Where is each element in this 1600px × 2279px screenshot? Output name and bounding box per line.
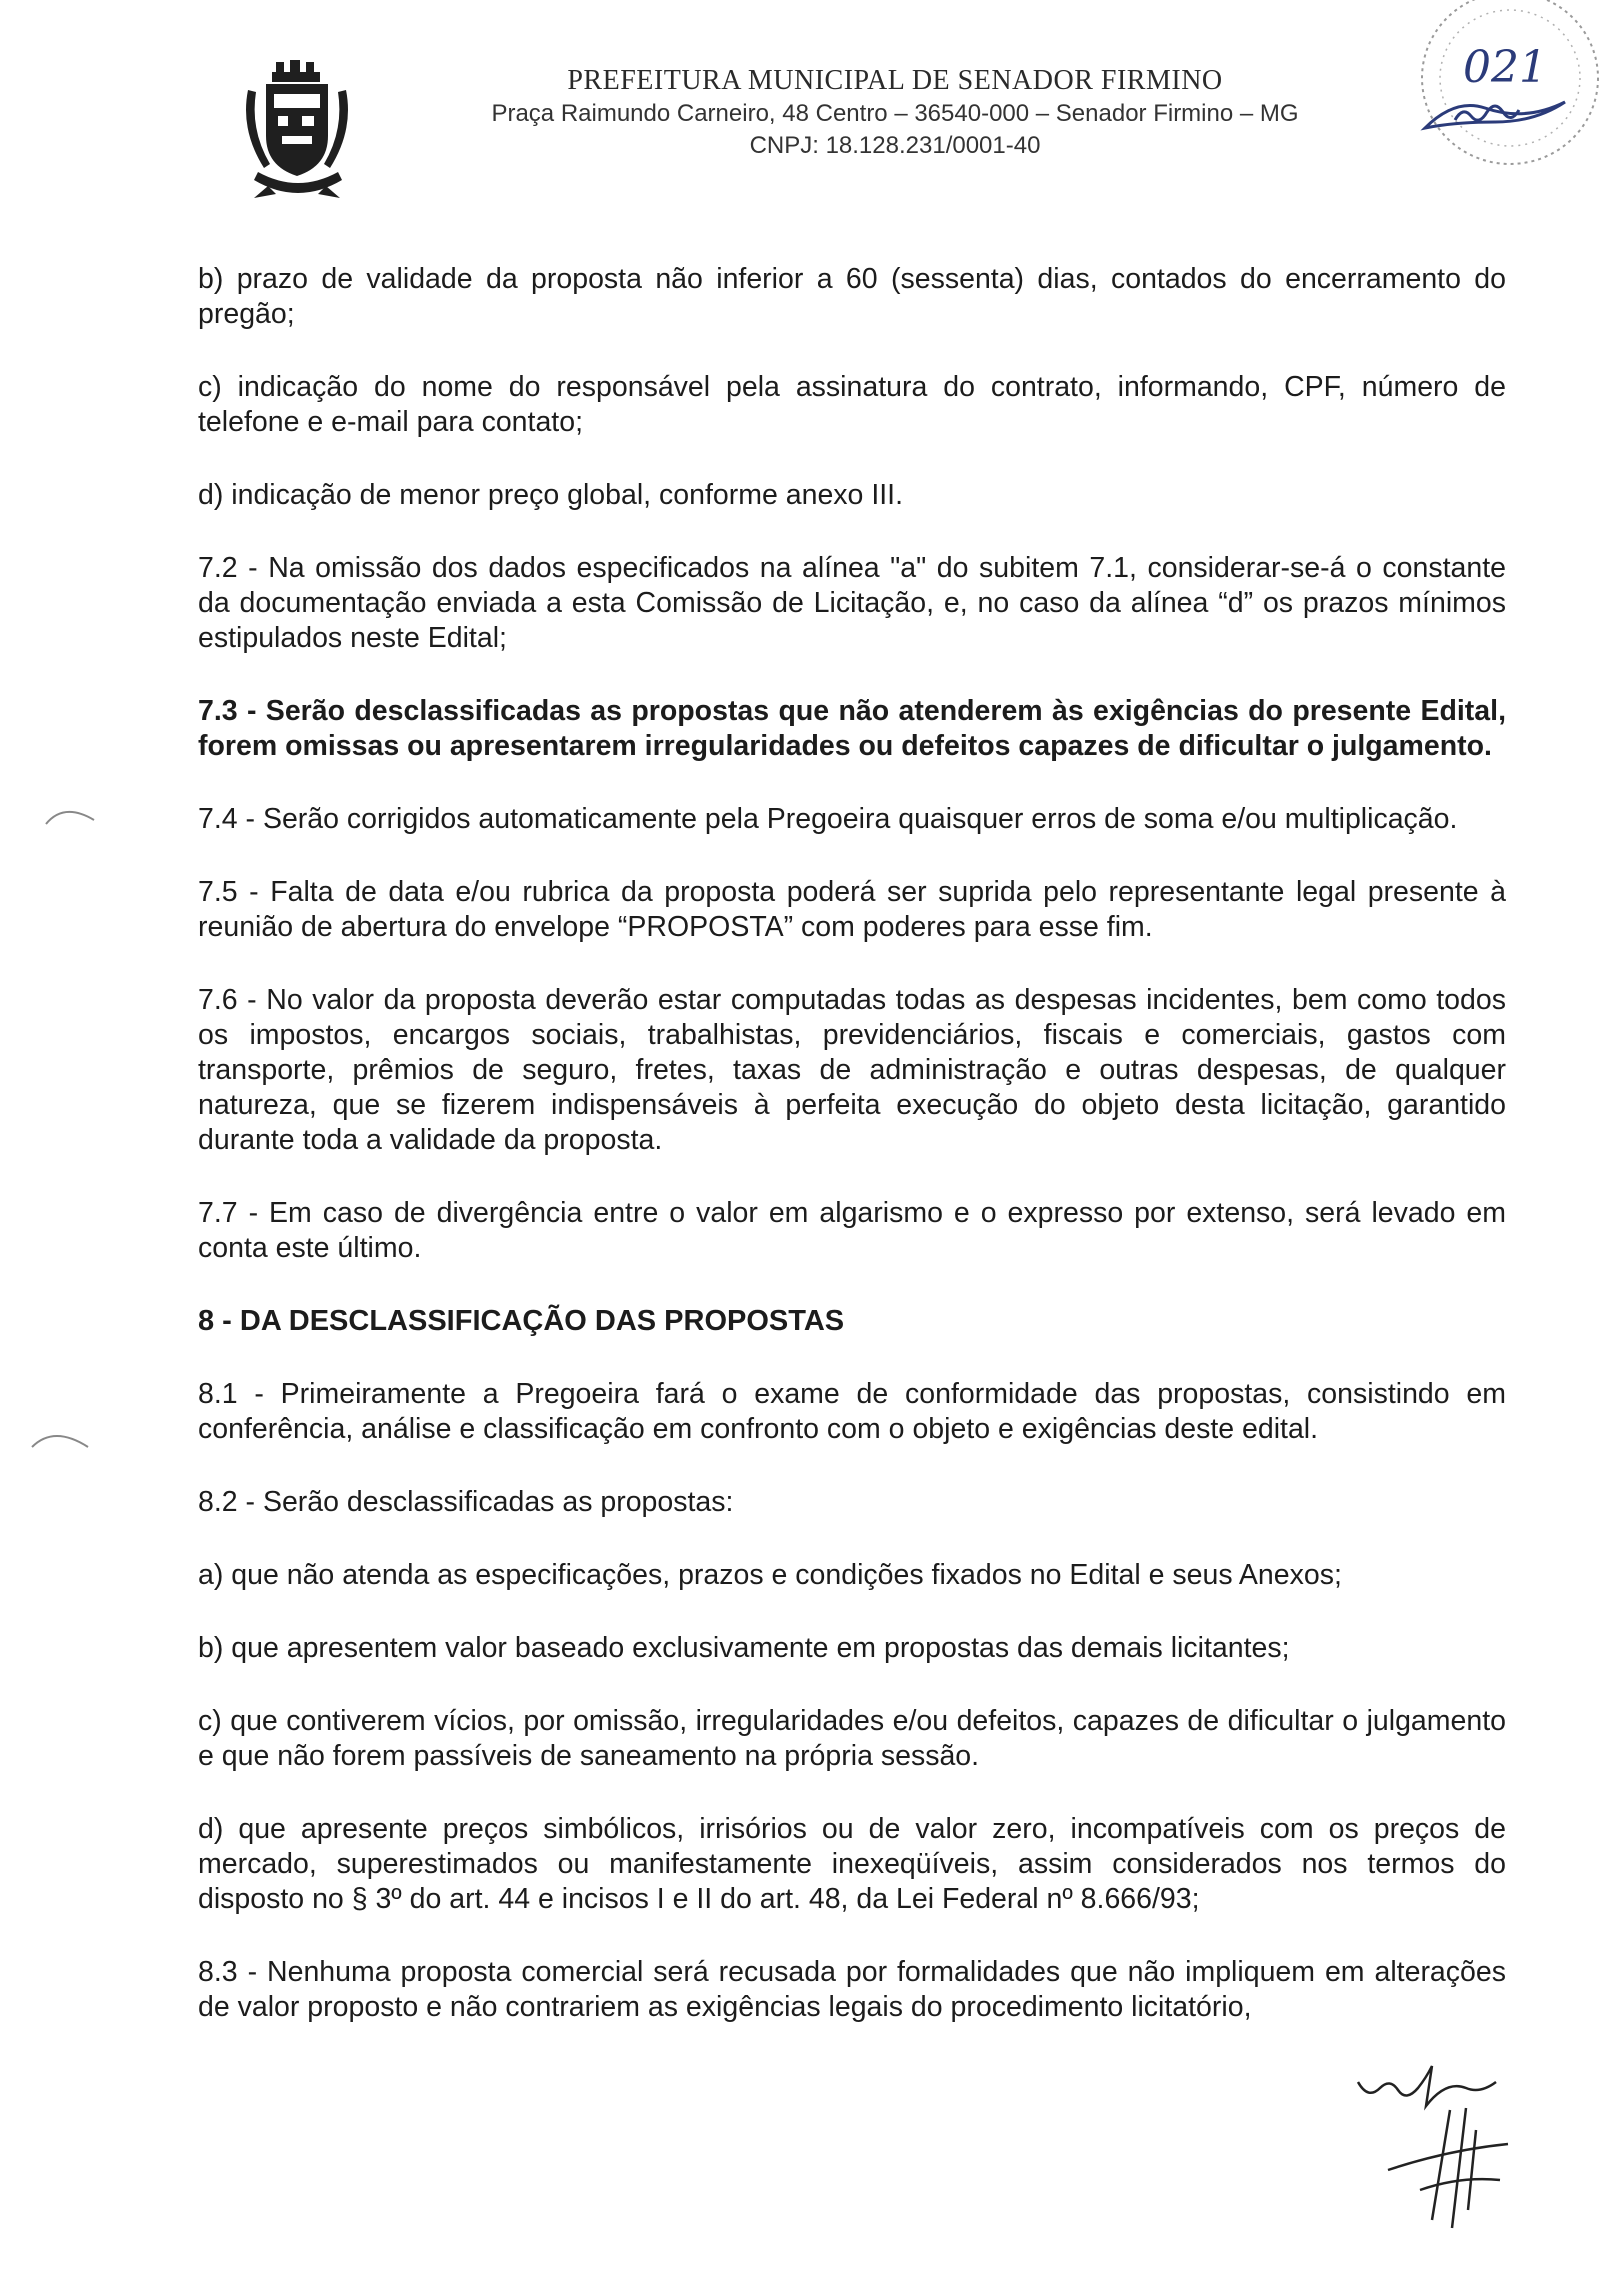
stamp-number: 021 xyxy=(1463,42,1547,93)
clause-8-2-d: d) que apresente preços simbólicos, irrisórios ou de valor zero, incompatíveis com os preços de mercado, superestimados ou manifestamente inexeqüíveis, assim considerados nos termos do disposto no § 3º do art. 44 e incisos I e II do art. 48, da Lei Federal nº 8.666/93; xyxy=(198,1813,1506,1915)
page-number-stamp xyxy=(1395,0,1600,180)
clause-7-4: 7.4 - Serão corrigidos automaticamente pela Pregoeira quaisquer erros de soma e/ou multiplicação. xyxy=(198,803,1458,835)
clause-8-2: 8.2 - Serão desclassificadas as propostas: xyxy=(198,1486,734,1518)
margin-mark-icon xyxy=(42,800,102,830)
letterhead-text xyxy=(395,64,1395,162)
clause-8-2-b: b) que apresentem valor baseado exclusivamente em propostas das demais licitantes; xyxy=(198,1632,1290,1664)
clause-7-6: 7.6 - No valor da proposta deverão estar computadas todas as despesas incidentes, bem como todos os impostos, encargos sociais, trabalhistas, previdenciários, fiscais e comerciais, gastos com transporte, prêmios de seguro, fretes, taxas de administração e outras despesas, de qualquer natureza, que se fizerem indispensáveis à perfeita execução do objeto desta licitação, garantido durante toda a validade da proposta. xyxy=(198,984,1506,1156)
municipality-cnpj: CNPJ: 18.128.231/0001-40 xyxy=(749,132,1041,159)
clause-7-2: 7.2 - Na omissão dos dados especificados na alínea "a" do subitem 7.1, considerar-se-á o constante da documentação enviada a esta Comissão de Licitação, e, no caso da alínea “d” os prazos mínimos estipulados neste Edital; xyxy=(198,552,1506,654)
margin-mark-icon xyxy=(28,1425,98,1455)
clause-7-5: 7.5 - Falta de data e/ou rubrica da proposta poderá ser suprida pelo representante legal presente à reunião de abertura do envelope “PROPOSTA” com poderes para esse fim. xyxy=(198,876,1506,943)
clause-7-7: 7.7 - Em caso de divergência entre o valor em algarismo e o expresso por extenso, será levado em conta este último. xyxy=(198,1197,1506,1264)
document-body xyxy=(198,262,1506,2025)
letterhead xyxy=(0,0,1600,200)
handwritten-initials-icon xyxy=(1350,2060,1580,2279)
municipality-title: PREFEITURA MUNICIPAL DE SENADOR FIRMINO xyxy=(567,65,1223,96)
clause-8-1: 8.1 - Primeiramente a Pregoeira fará o exame de conformidade das propostas, consistindo em conferência, análise e classificação em confronto com o objeto e exigências deste edital. xyxy=(198,1378,1506,1445)
clause-8-2-a: a) que não atenda as especificações, prazos e condições fixados no Edital e seus Anexos; xyxy=(198,1559,1342,1591)
item-b-validity: b) prazo de validade da proposta não inferior a 60 (sessenta) dias, contados do encerramento do pregão; xyxy=(198,263,1506,330)
municipality-address: Praça Raimundo Carneiro, 48 Centro – 36540-000 – Senador Firmino – MG xyxy=(491,100,1299,127)
municipal-crest-icon xyxy=(238,60,358,202)
clause-8-3: 8.3 - Nenhuma proposta comercial será recusada por formalidades que não impliquem em alterações de valor proposto e não contrariem as exigências legais do procedimento licitatório, xyxy=(198,1956,1506,2023)
section-8-heading: 8 - DA DESCLASSIFICAÇÃO DAS PROPOSTAS xyxy=(198,1305,845,1337)
clause-8-2-c: c) que contiverem vícios, por omissão, irregularidades e/ou defeitos, capazes de dificultar o julgamento e que não forem passíveis de saneamento na própria sessão. xyxy=(198,1705,1506,1772)
item-d-global-price: d) indicação de menor preço global, conforme anexo III. xyxy=(198,479,903,511)
clause-7-3: 7.3 - Serão desclassificadas as propostas que não atenderem às exigências do presente Edital, forem omissas ou apresentarem irregularidades ou defeitos capazes de dificultar o julgamento. xyxy=(198,695,1506,762)
item-c-responsible: c) indicação do nome do responsável pela assinatura do contrato, informando, CPF, número de telefone e e-mail para contato; xyxy=(198,371,1506,438)
